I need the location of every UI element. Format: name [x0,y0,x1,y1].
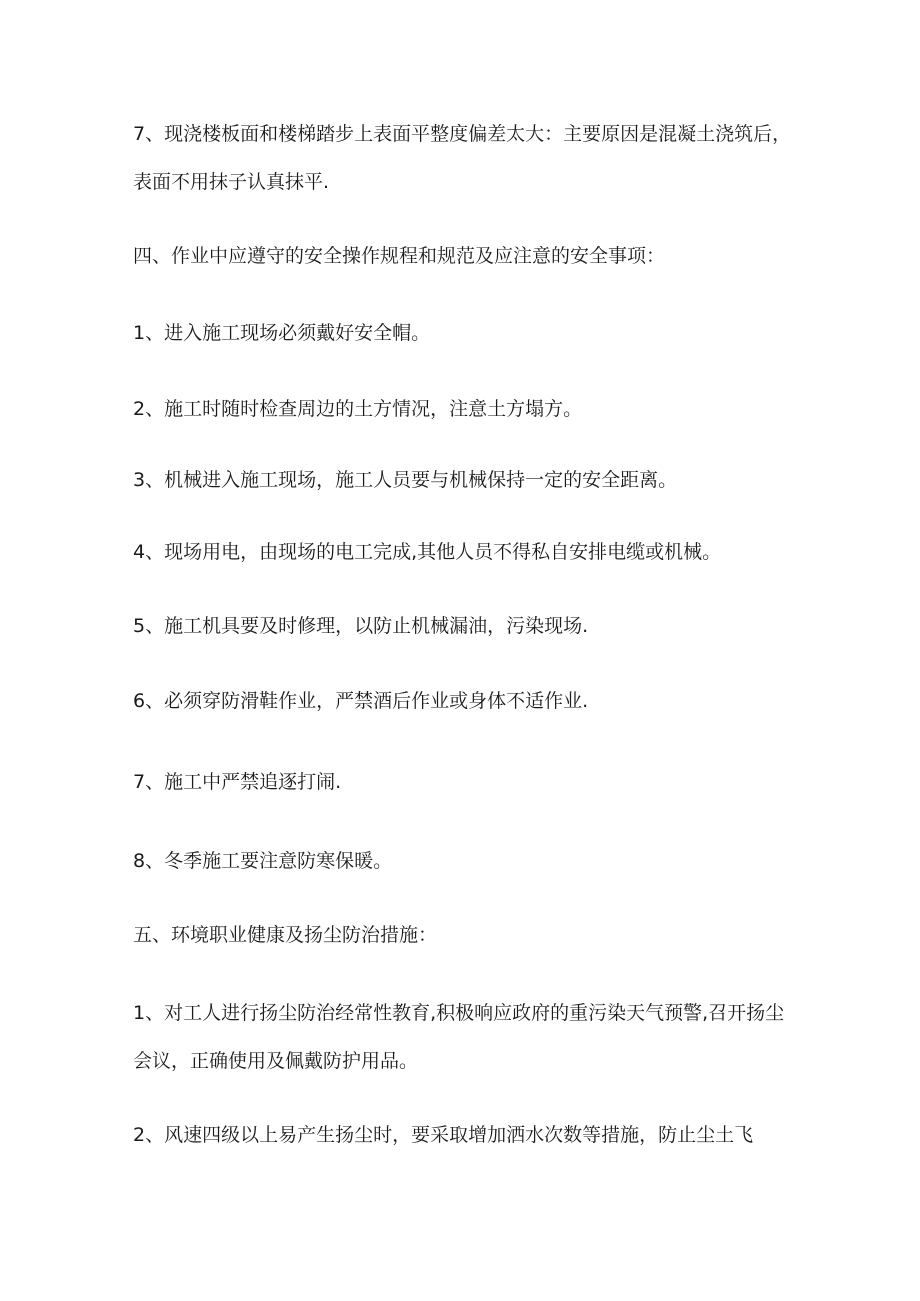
safety-item-3: 3、机械进入施工现场，施工人员要与机械保持一定的安全距离。 [133,469,678,491]
heading-safety-section: 四、作业中应遵守的安全操作规程和规范及应注意的安全事项： [133,245,666,267]
safety-item-8: 8、冬季施工要注意防寒保暖。 [133,850,393,872]
safety-item-6: 6、必须穿防滑鞋作业，严禁酒后作业或身体不适作业. [133,690,589,712]
environment-item-1: 1、对工人进行扬尘防治经常性教育,积极响应政府的重污染天气预警,召开扬尘会议，正确使用及佩戴防护用品。 [133,1002,785,1072]
paragraph-quality-issue-7: 7、现浇楼板面和楼梯踏步上表面平整度偏差太大：主要原因是混凝土浇筑后，表面不用抹子认真抹平. [133,123,792,193]
safety-item-7: 7、施工中严禁追逐打闹. [133,771,342,793]
safety-item-1: 1、进入施工现场必须戴好安全帽。 [133,322,431,344]
safety-item-2: 2、施工时随时检查周边的土方情况，注意土方塌方。 [133,398,583,420]
safety-item-5: 5、施工机具要及时修理，以防止机械漏油，污染现场. [133,615,589,637]
heading-environment-section: 五、环境职业健康及扬尘防治措施： [133,924,438,946]
environment-item-2: 2、风速四级以上易产生扬尘时，要采取增加洒水次数等措施，防止尘土飞 [133,1124,754,1146]
safety-item-4: 4、现场用电，由现场的电工完成,其他人员不得私自安排电缆或机械。 [133,541,722,563]
